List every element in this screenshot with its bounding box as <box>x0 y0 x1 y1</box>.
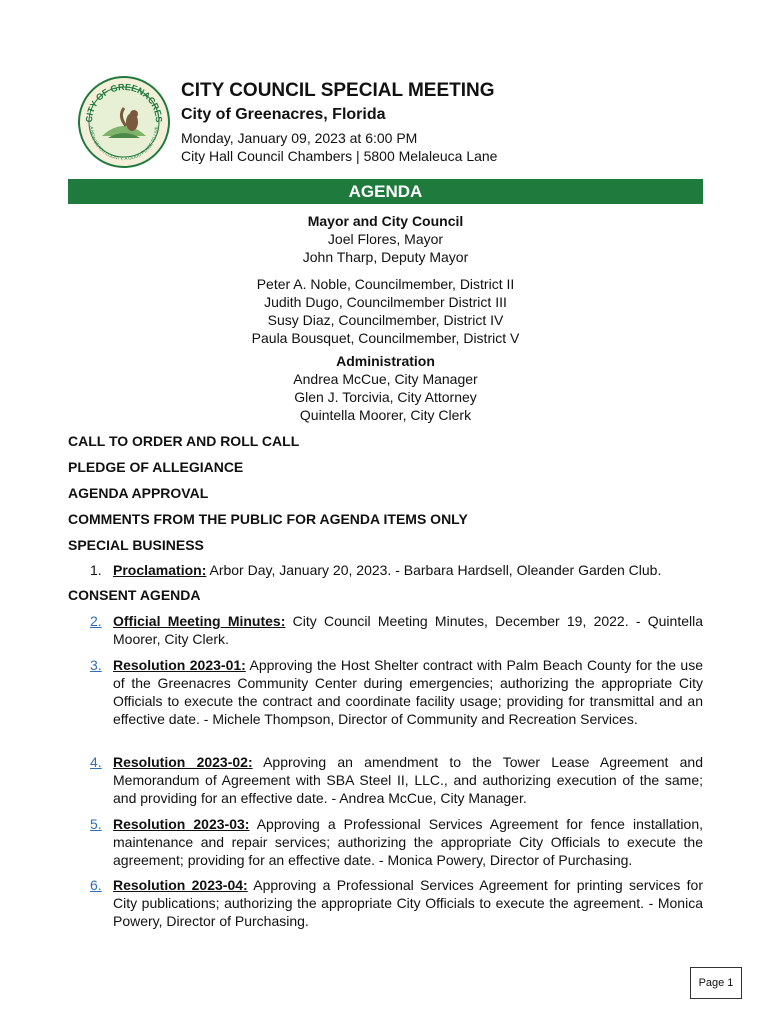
agenda-banner: AGENDA <box>68 179 703 204</box>
city-name: City of Greenacres, Florida <box>181 106 386 123</box>
item-number-link[interactable]: 3. <box>90 657 102 673</box>
section-pledge: PLEDGE OF ALLEGIANCE <box>68 459 244 475</box>
section-call-to-order: CALL TO ORDER AND ROLL CALL <box>68 433 300 449</box>
section-agenda-approval: AGENDA APPROVAL <box>68 485 209 501</box>
councilmember: Peter A. Noble, Councilmember, District II <box>256 276 515 292</box>
item-number-link[interactable]: 6. <box>90 877 102 893</box>
item-text: Approving a Professional Services Agreement for printing services for City publications; authorizing the appropriate City Officials to execute the agreement. - Monica Powery, Director of Purchasing. <box>113 877 704 929</box>
agenda-item-3 <box>68 656 703 728</box>
meeting-location: City Hall Council Chambers | 5800 Melaleuca Lane <box>181 148 498 164</box>
item-text: City Council Meeting Minutes, December 19, 2022. - Quintella Moorer, City Clerk. <box>113 613 703 647</box>
mayor: Joel Flores, Mayor <box>327 231 444 247</box>
section-consent-agenda: CONSENT AGENDA <box>68 587 201 603</box>
item-label: Official Meeting Minutes: <box>113 613 286 629</box>
item-label: Proclamation: <box>113 562 207 578</box>
administrator: Glen J. Torcivia, City Attorney <box>294 389 477 405</box>
administration-block <box>68 352 703 424</box>
agenda-item-6 <box>68 876 703 930</box>
item-text: Approving an amendment to the Tower Lease Agreement and Memorandum of Agreement with SBA Steel II, LLC., and authorizing execution of the same; and providing for an effective date. - Andrea McCue, City Manager. <box>113 754 703 806</box>
deputy-mayor: John Tharp, Deputy Mayor <box>302 249 469 265</box>
councilmember: Judith Dugo, Councilmember District III <box>264 294 507 310</box>
item-number-link[interactable]: 5. <box>90 816 102 832</box>
city-seal-logo <box>78 76 170 168</box>
item-text: Approving a Professional Services Agreement for fence installation, maintenance and repair services; authorizing the appropriate City Officials to execute the agreement; providing for an effective date. - Monica Powery, Director of Purchasing. <box>113 816 704 868</box>
council-heading: Mayor and City Council <box>307 213 464 229</box>
council-block <box>68 212 703 266</box>
item-label: Resolution 2023-04: <box>113 877 248 893</box>
administrator: Quintella Moorer, City Clerk <box>299 407 472 423</box>
item-text: Arbor Day, January 20, 2023. - Barbara Hardsell, Oleander Garden Club. <box>206 562 662 578</box>
svg-text:A NEW BEACH COUNTY, A GOOD PLA: A NEW BEACH COUNTY, A GOOD PLACE TO LIVE <box>88 126 160 162</box>
councilmembers-list <box>68 275 703 347</box>
item-number-link[interactable]: 4. <box>90 754 102 770</box>
meeting-datetime: Monday, January 09, 2023 at 6:00 PM <box>181 130 418 146</box>
agenda-item-5 <box>68 815 703 869</box>
item-text: Approving the Host Shelter contract with Palm Beach County for the use of the Greenacres Community Center during emergencies; authorizing the appropriate City Officials to execute the contract and coordinate facility usage; providing for transmittal and an effective date. - Michele Thompson, Director of Community and Recreation Services. <box>113 657 703 727</box>
item-number: 1. <box>90 562 102 578</box>
meeting-title: CITY COUNCIL SPECIAL MEETING <box>181 80 495 101</box>
administrator: Andrea McCue, City Manager <box>293 371 478 387</box>
administration-heading: Administration <box>336 353 435 369</box>
councilmember: Paula Bousquet, Councilmember, District V <box>251 330 520 346</box>
meeting-header <box>181 80 497 165</box>
item-label: Resolution 2023-03: <box>113 816 250 832</box>
agenda-item-2 <box>68 612 703 648</box>
page-number: Page 1 <box>690 967 742 999</box>
section-public-comments: COMMENTS FROM THE PUBLIC FOR AGENDA ITEMS ONLY <box>68 511 468 527</box>
councilmember: Susy Diaz, Councilmember, District IV <box>267 312 504 328</box>
agenda-item-1 <box>68 561 703 579</box>
agenda-item-4 <box>68 753 703 807</box>
item-label: Resolution 2023-01: <box>113 657 246 673</box>
item-number-link[interactable]: 2. <box>90 613 102 629</box>
svg-text:CITY OF GREENACRES: CITY OF GREENACRES <box>83 81 165 123</box>
item-label: Resolution 2023-02: <box>113 754 253 770</box>
section-special-business: SPECIAL BUSINESS <box>68 537 204 553</box>
